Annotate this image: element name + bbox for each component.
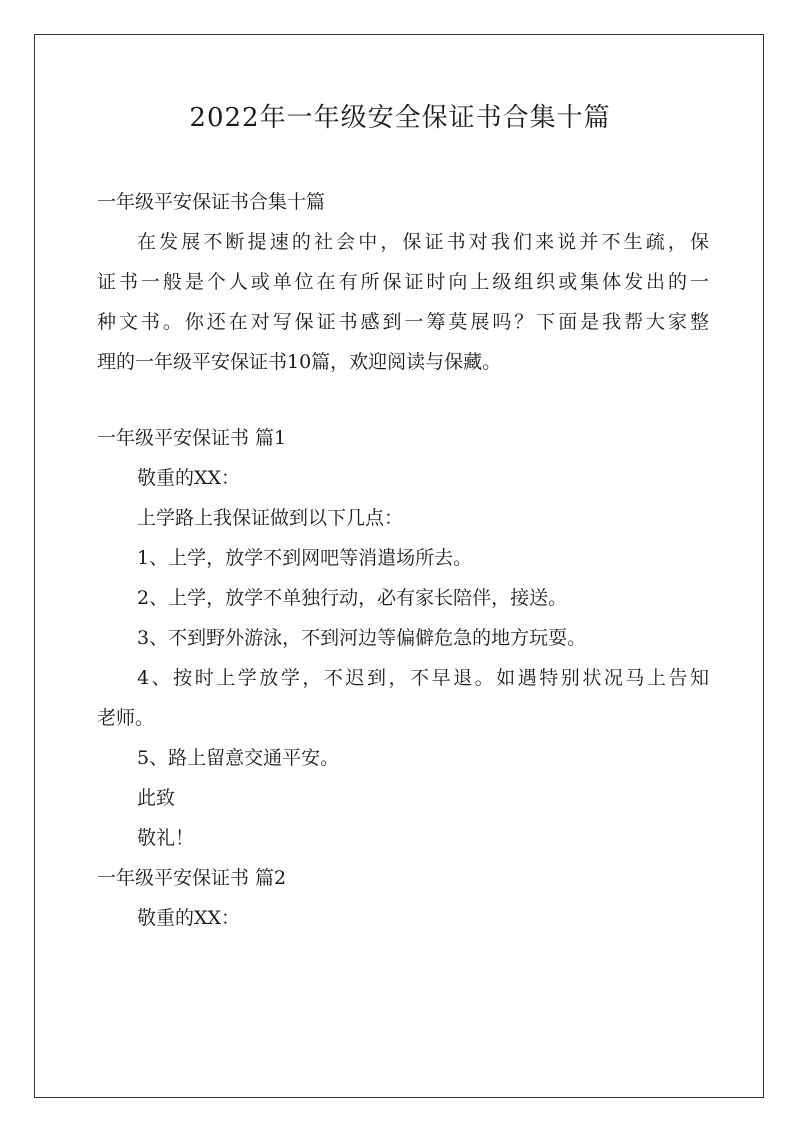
intro-line-4: 理的一年级平安保证书10篇，欢迎阅读与保藏。 <box>97 351 502 373</box>
article1-closing-2: 敬礼！ <box>137 827 195 849</box>
document-title: 2022年一年级安全保证书合集十篇 <box>189 103 611 133</box>
article1-closing-1: 此致 <box>137 787 176 809</box>
article1-item-2: 2、上学，放学不单独行动，必有家长陪伴，接送。 <box>137 587 568 609</box>
article1-item-5: 5、路上留意交通平安。 <box>137 747 340 769</box>
article1-item-1: 1、上学，放学不到网吧等消遣场所去。 <box>137 547 473 569</box>
article1-item-4-line-2: 老师。 <box>97 707 155 729</box>
article1-heading: 一年级平安保证书 篇1 <box>97 427 287 449</box>
article2-salutation: 敬重的XX： <box>137 907 241 929</box>
spacer <box>97 386 709 422</box>
article2-heading: 一年级平安保证书 篇2 <box>97 867 287 889</box>
article1-item-4-line-1: 4、按时上学放学，不迟到，不早退。如遇特别状况马上告知 <box>137 667 709 689</box>
intro-line-2: 证书一般是个人或单位在有所保证时向上级组织或集体发出的一 <box>97 271 709 293</box>
article1-salutation: 敬重的XX： <box>137 467 241 489</box>
article1-item-3: 3、不到野外游泳，不到河边等偏僻危急的地方玩耍。 <box>137 627 587 649</box>
article1-lead: 上学路上我保证做到以下几点： <box>137 507 404 529</box>
intro-heading: 一年级平安保证书合集十篇 <box>97 191 326 213</box>
intro-line-1: 在发展不断提速的社会中，保证书对我们来说并不生疏，保 <box>137 231 709 253</box>
document-body <box>97 186 709 942</box>
intro-line-3: 种文书。你还在对写保证书感到一筹莫展吗？下面是我帮大家整 <box>97 311 709 333</box>
